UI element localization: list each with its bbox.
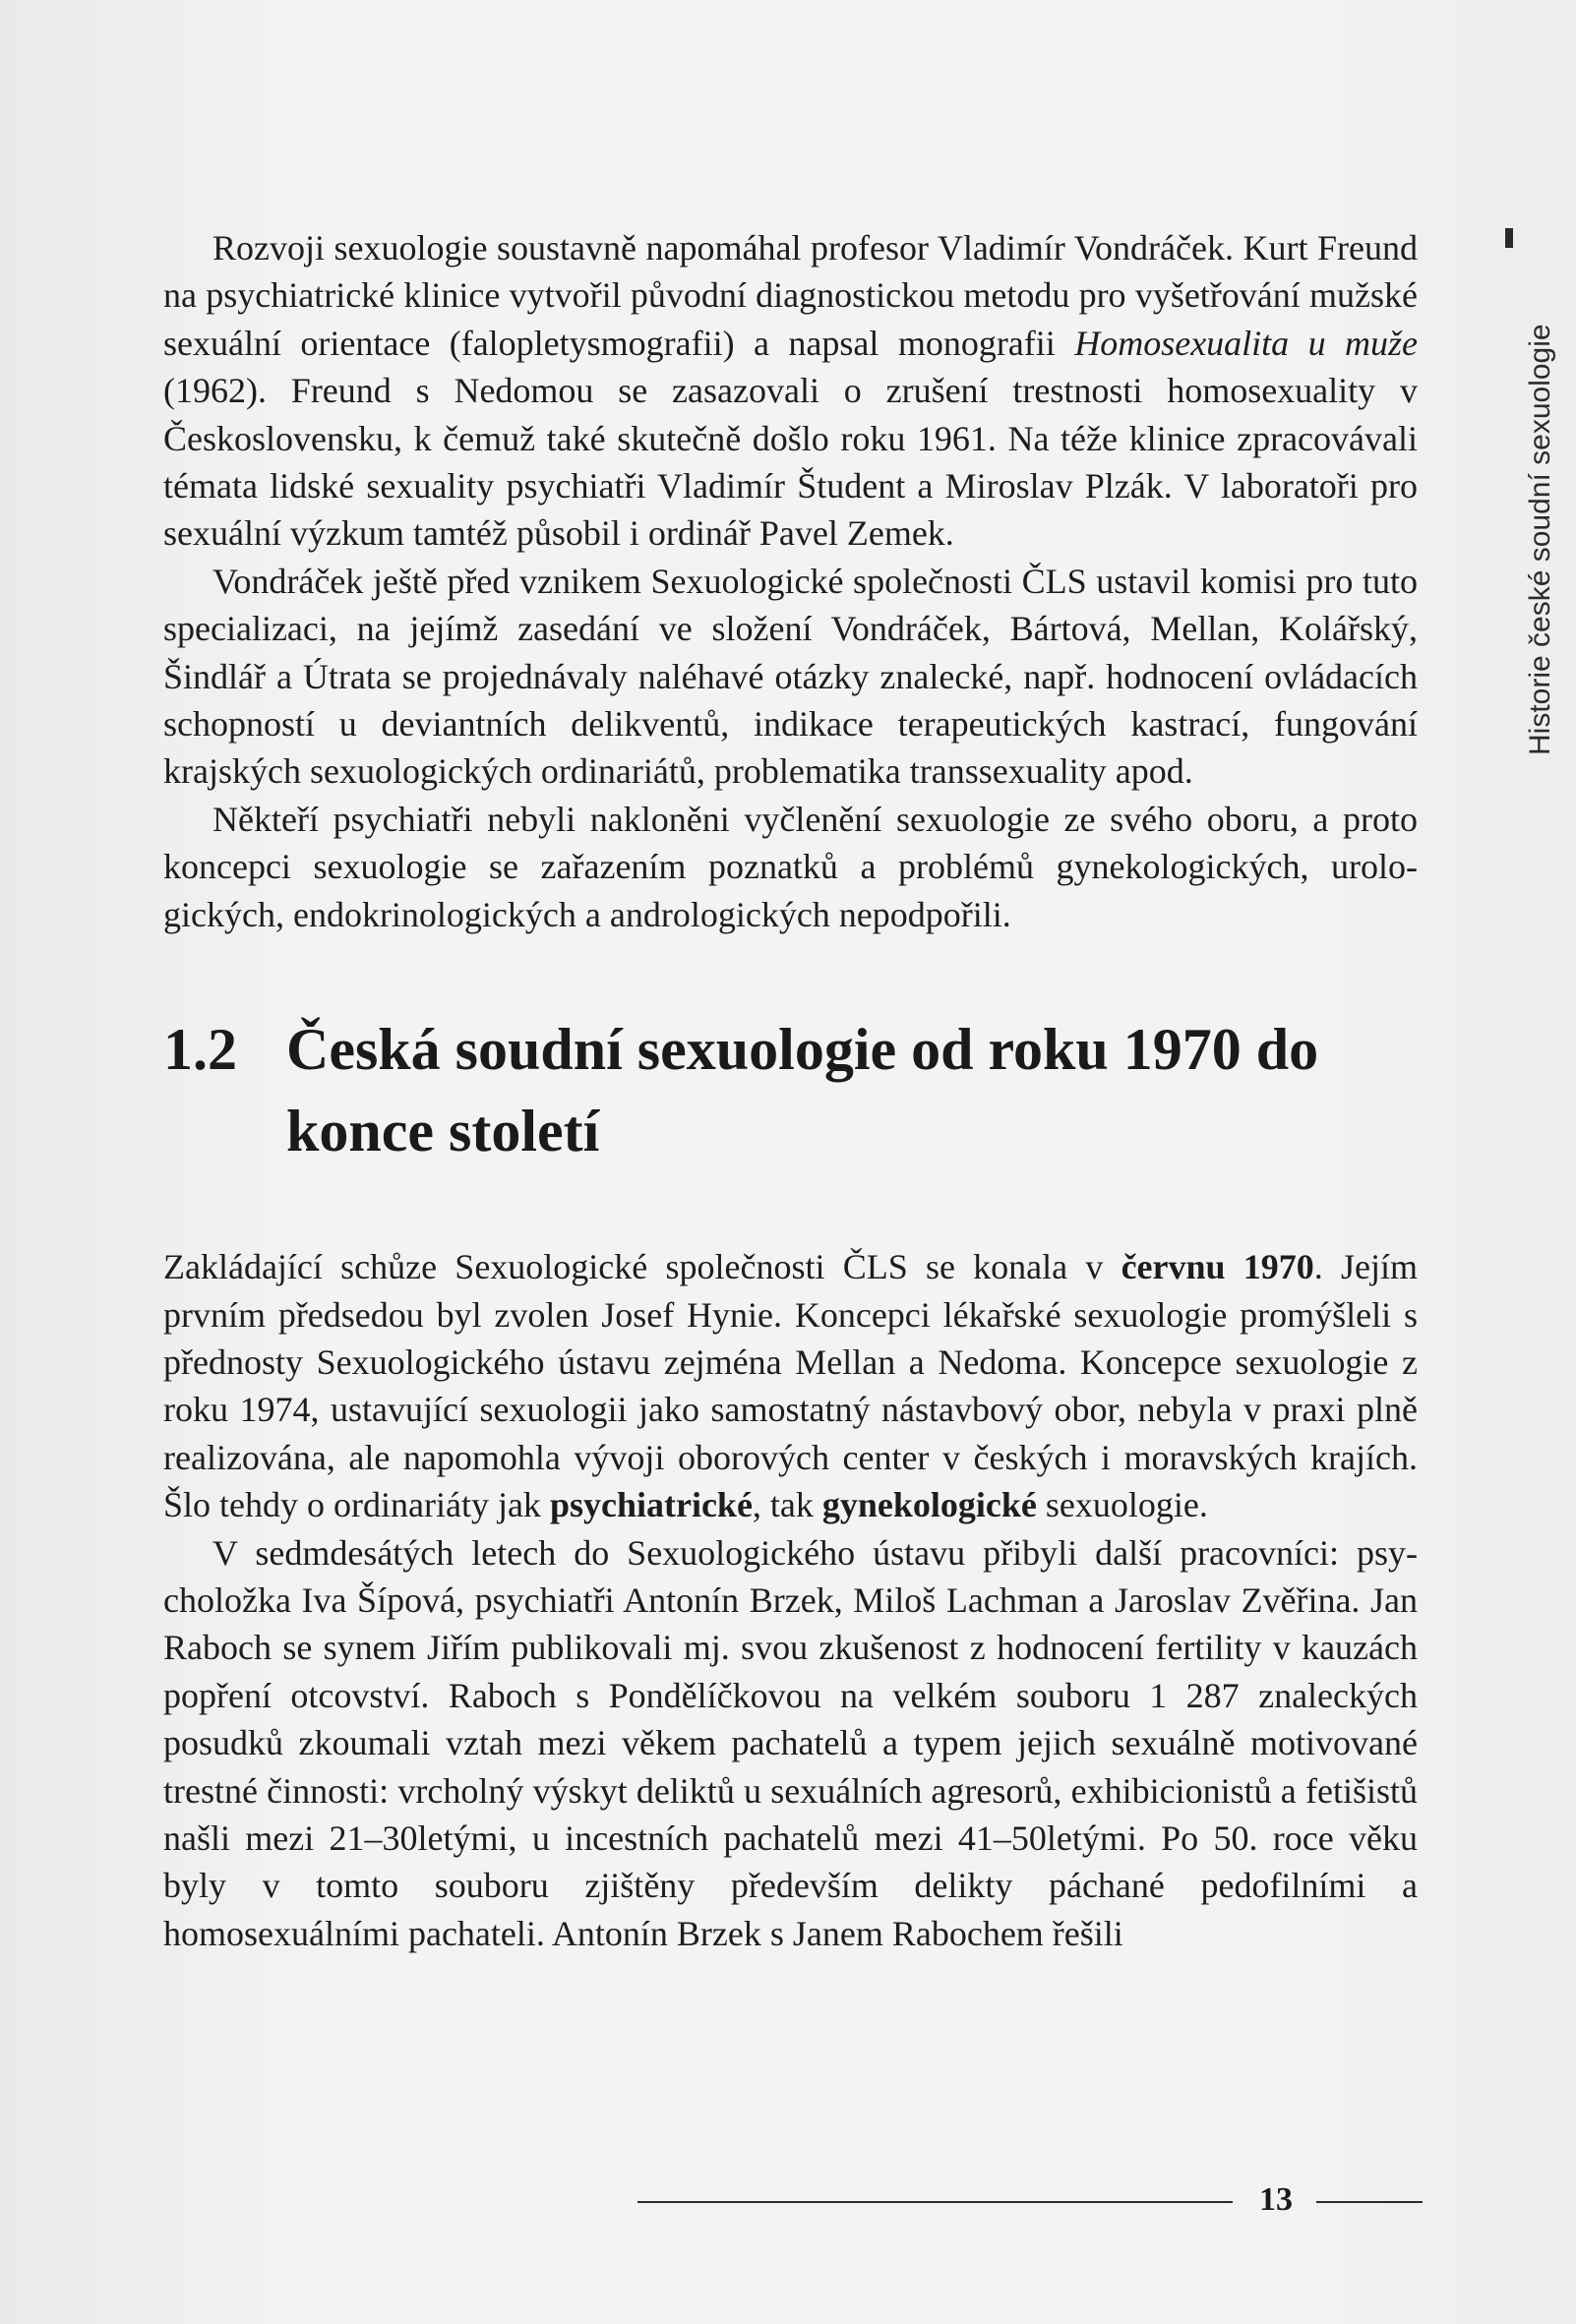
paragraph-4-text-a: Zakládající schůze Sexuologické společnosti ČLS se konala v — [163, 1247, 1121, 1287]
section-heading — [163, 1009, 1418, 1172]
paragraph-2: Vondráček ještě před vznikem Sexuologické společnosti ČLS ustavil komisi pro tuto specializaci, na jejímž zasedání ve složení Vondráček, Bártová, Mellan, Kolářský, Šindlář a Útrata se projednávaly naléhavé otázky znalecké, např. hodnocení ovládacích schopností u deviantních delikventů, indikace terapeutických kastrací, fungování krajských sexuologických ordinariátů, problematika transsexuality apod. — [163, 561, 1418, 792]
paragraph-4-text-c: . Jejím prvním předsedou byl zvolen Josef Hynie. Koncepci lékařské sexuologie promýšleli s přednosty Sexuologického ústavu zejména Mellan a Nedoma. Koncepce sexuologie z roku 1974, ustavující sexuologii jako samostatný nástavbový obor, nebyla v praxi plně realizována, ale napomohla vývoji oborových center v českých i moravských krajích. Šlo tehdy o ordinariáty jak — [163, 1247, 1418, 1525]
book-title-italic: Homosexualita u muže — [1074, 323, 1418, 363]
paragraph-4-text-e: , tak — [752, 1485, 822, 1525]
body-text — [163, 224, 1418, 1957]
section-number: 1.2 — [163, 1017, 237, 1083]
paragraph-3: Někteří psychiatři nebyli nakloněni vyčlenění sexuologie ze svého oboru, a proto koncepci sexuologie se zařazením poznatků a problémů gynekologických, urologických, endokrinologických a andrologických nepodpořili. — [163, 799, 1418, 934]
paragraph-5: V sedmdesátých letech do Sexuologického ústavu přibyli další pracovníci: psycholožka Iva Šípová, psychiatři Antonín Brzek, Miloš Lachman a Jaroslav Zvěřina. Jan Raboch se synem Jiřím publikovali mj. svou zkušenost z hodnocení fertility v kauzách popření otcovství. Raboch s Pondělíčkovou na velkém souboru 1 287 znaleckých posudků zkoumali vztah mezi věkem pachatelů a typem jejich sexuálně motivované trestné činnosti: vrcholný výskyt deliktů u sexuálních agresorů, exhibicionistů a fetišistů našli mezi 21–30letými, u incestních pachatelů mezi 41–50letými. Po 50. roce věku byly v tomto souboru zjištěny především delikty páchané pedofilními a homosexuálními pachateli. Antonín Brzek s Janem Rabochem řešili — [163, 1532, 1418, 1953]
paragraph-1-text-b: (1962). Freund s Nedomou se zasazovali o zrušení trestnosti homosexuality v Československu, k čemuž také skutečně došlo roku 1961. Na téže klinice zpracovávali témata lidské sexuality psychiatři Vladimír Študent a Miroslav Plzák. V laboratoři pro sexuální výzkum tamtéž působil i ordinář Pavel Zemek. — [163, 371, 1418, 554]
running-head: Historie české soudní sexuologie — [1524, 324, 1556, 755]
section-title: Česká soudní sexuologie od roku 1970 do konce století — [286, 1017, 1319, 1164]
bold-gynecological: gynekologické — [821, 1485, 1037, 1525]
page-number: 13 — [1259, 2181, 1293, 2218]
footer-rule-right — [1316, 2201, 1423, 2203]
paragraph-1-text-a: Rozvoji sexuologie soustavně napomáhal profesor Vladimír Vondráček. Kurt Freund na psychiatrické klinice vytvořil původní diagnostickou metodu pro vyšetřování mužské sexuální orientace (falopletysmografii) a napsal monografii — [163, 228, 1418, 363]
chapter-thumb-mark — [1505, 228, 1513, 248]
paragraph-1 — [163, 224, 1418, 558]
footer-rule-left — [637, 2201, 1233, 2203]
paragraph-4-text-g: sexuologie. — [1036, 1485, 1208, 1525]
paragraph-4 — [163, 1243, 1418, 1528]
bold-date: červnu 1970 — [1121, 1247, 1314, 1287]
bold-psychiatric: psychiatrické — [549, 1485, 753, 1525]
